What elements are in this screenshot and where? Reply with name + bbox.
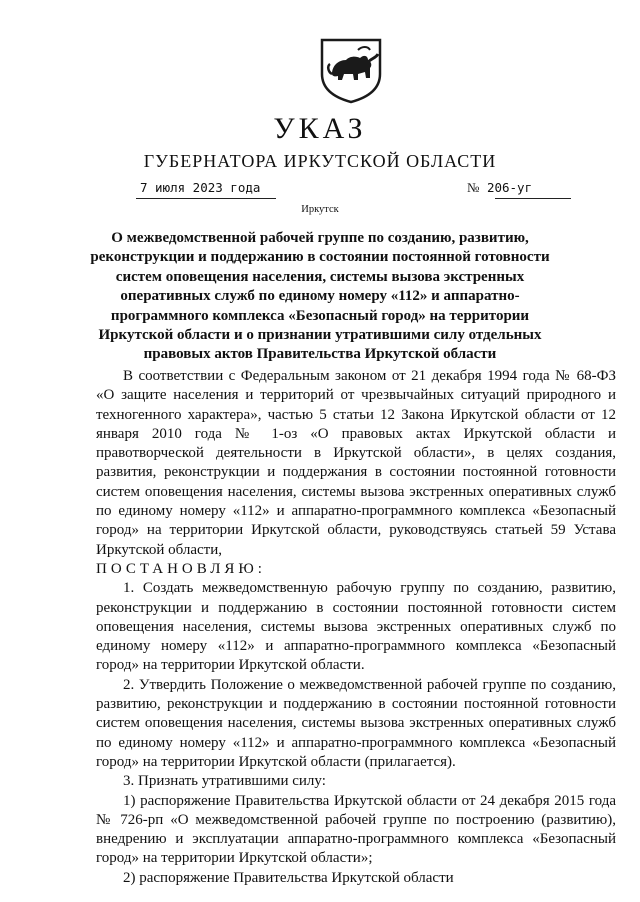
item-3: 3. Признать утратившими силу: — [123, 773, 326, 790]
item-3-2: 2) распоряжение Правительства Иркутской области — [123, 869, 454, 886]
document-number — [467, 180, 532, 196]
document-date: 7 июля 2023 года — [140, 180, 261, 195]
number-value: 206-уг — [486, 180, 533, 195]
number-underline — [495, 198, 571, 199]
preamble-paragraph: В соответствии с Федеральным законом от 21 декабря 1994 года № 68-ФЗ «О защите населения и территорий от чрезвычайных ситуаций природного и техногенного характера», частью 5 статьи 12 Закона Иркутской области от 12 января 2010 года № 1-оз «О правовых актах Иркутской области и правотворческой деятельности в Иркутской области», в целях создания, развития, реконструкции и поддержания в состоянии постоянной готовности систем оповещения населения, системы вызова экстренных оперативных служб по единому номеру «112» и аппаратно-программного комплекса «Безопасный город» на территории Иркутской области, руководствуясь статьей 59 Устава Иркутской области, — [96, 368, 616, 558]
item-1: 1. Создать межведомственную рабочую группу по созданию, развитию, реконструкции и поддержанию в состоянии постоянной готовности систем оповещения населения, системы вызова экстренных оперативных служб по единому номеру «112» и аппаратно-программного комплекса «Безопасный город» на территории Иркутской области. — [96, 580, 616, 674]
item-3-1: 1) распоряжение Правительства Иркутской области от 24 декабря 2015 года № 726-рп «О межведомственной рабочей группе по построению (развитию), внедрению и эксплуатации аппаратно-программного комплекса «Безопасный город» на территории Иркутской области»; — [96, 792, 616, 867]
date-underline — [136, 198, 276, 199]
number-sign: № — [467, 180, 480, 195]
document-title: УКАЗ — [273, 112, 367, 145]
document-heading: О межведомственной рабочей группе по созданию, развитию, реконструкции и поддержанию в состоянии постоянной готовности систем оповещения населения, системы вызова экстренных оперативных служб по единому номеру «112» и аппаратно-программного комплекса «Безопасный город» на территории Иркутской области и о признании утратившими силу отдельных правовых актов Правительства Иркутской области — [90, 230, 550, 363]
irkutsk-coat-of-arms-icon — [318, 36, 384, 104]
document-subtitle: ГУБЕРНАТОРА ИРКУТСКОЙ ОБЛАСТИ — [143, 151, 497, 171]
decree-word: ПОСТАНОВЛЯЮ: — [96, 560, 266, 577]
item-2: 2. Утвердить Положение о межведомственной рабочей группе по созданию, развитию, реконструкции и поддержанию в состоянии постоянной готовности систем оповещения населения, системы вызова экстренных оперативных служб по единому номеру «112» и аппаратно-программного комплекса «Безопасный город» на территории Иркутской области (прилагается). — [96, 676, 616, 770]
document-city: Иркутск — [301, 204, 339, 215]
document-body — [96, 367, 616, 888]
